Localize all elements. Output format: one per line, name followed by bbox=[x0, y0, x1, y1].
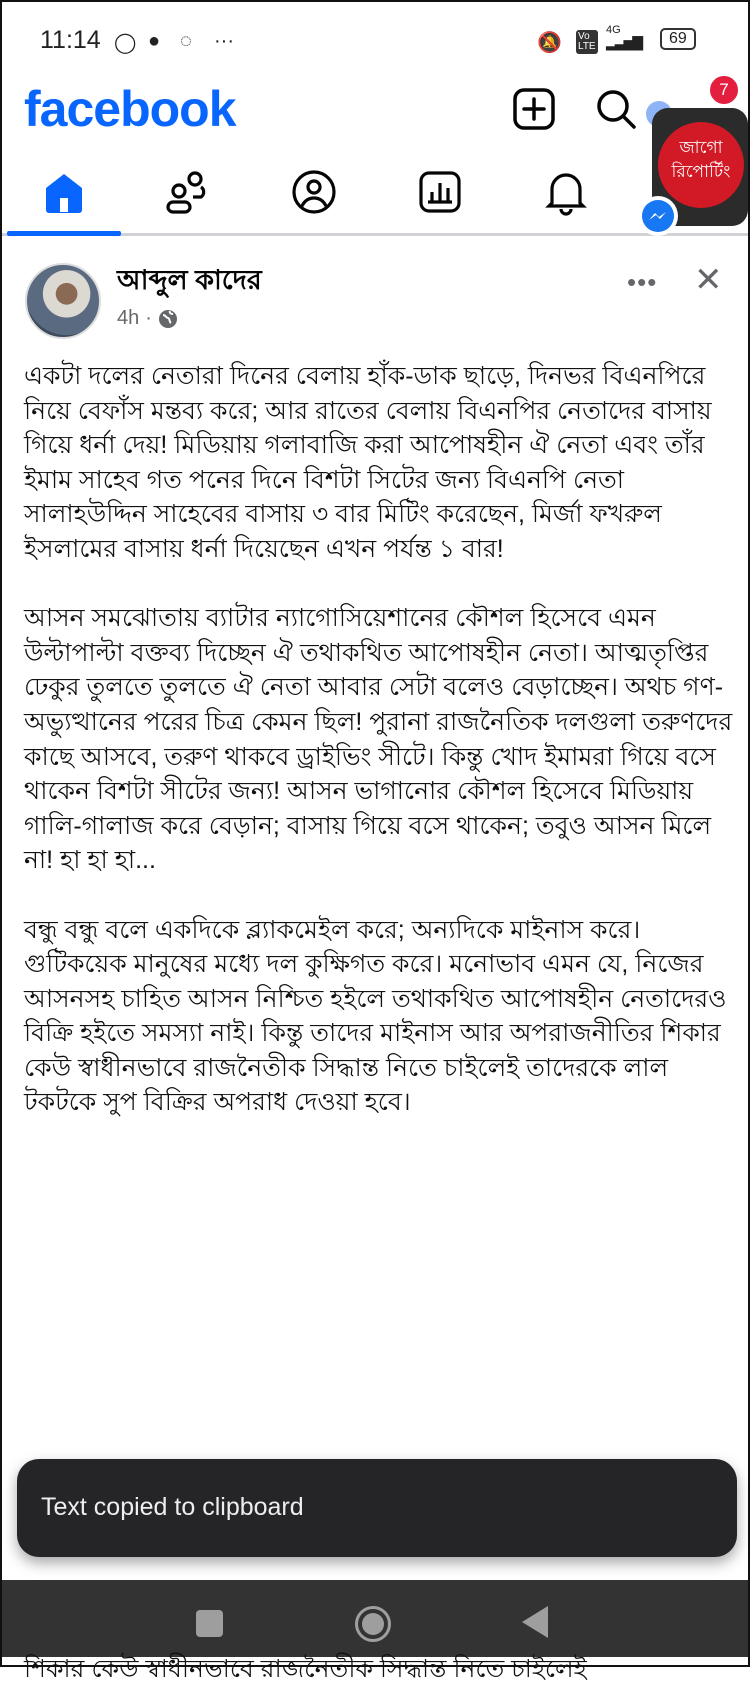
more-notifications-icon: ··· bbox=[214, 30, 234, 52]
post-meta bbox=[117, 307, 178, 330]
tab-home[interactable] bbox=[36, 164, 92, 220]
messenger-icon bbox=[641, 199, 675, 233]
messenger-badge bbox=[638, 196, 678, 236]
home-icon bbox=[42, 170, 86, 214]
author-name[interactable]: আব্দুল কাদের bbox=[117, 265, 262, 295]
search-icon bbox=[594, 87, 638, 131]
messenger-icon: ● bbox=[148, 30, 161, 52]
system-navigation-bar bbox=[2, 1580, 748, 1657]
volte-icon: Vo LTE bbox=[576, 30, 598, 54]
bell-icon bbox=[544, 169, 588, 215]
chat-head-avatar bbox=[658, 122, 744, 208]
whatsapp-icon: ◯ bbox=[114, 32, 137, 54]
mute-icon: 🔕 bbox=[537, 32, 562, 54]
create-button[interactable] bbox=[512, 87, 556, 131]
chat-head-text: জাগো bbox=[679, 138, 723, 157]
post-time[interactable]: 4h bbox=[117, 307, 140, 329]
post-text-peek: শিকার কেউ স্বাধীনভাবে রাজনৈতীক সিদ্ধান্ত নিতে চাইলেই bbox=[24, 1655, 587, 1683]
tab-notifications[interactable] bbox=[538, 164, 594, 220]
active-tab-indicator bbox=[7, 231, 121, 236]
globe-icon bbox=[158, 309, 178, 329]
network-type: 4G bbox=[606, 24, 621, 36]
navigation-app-icon: ◌ bbox=[180, 30, 192, 52]
separator: · bbox=[145, 307, 152, 329]
clock: 11:14 bbox=[40, 26, 101, 54]
profile-icon bbox=[291, 169, 337, 215]
post-paragraph: একটা দলের নেতারা দিনের বেলায় হাঁক-ডাক ছাড়ে, দিনভর বিএনপিরে নিয়ে বেফাঁস মন্তব্য করে; আর রাতের বেলায় বিএনপির নেতাদের বাসায় গিয়ে ধর্না দেয়! মিডিয়ায় গলাবাজি করা আপোষহীন ঐ নেতা এবং তাঁর ইমাম সাহেব গত পনের দিনে বিশটা সিটের জন্য বিএনপি নেতা সালাহউদ্দিন সাহেবের বাসায় ৩ বার মিটিং করেছেন, মির্জা ফখরুল ইসলামের বাসায় ধর্না দিয়েছেন এখন পর্যন্ত ১ বার! bbox=[24, 362, 712, 563]
post-options-button[interactable]: ••• bbox=[627, 267, 658, 297]
recents-button[interactable] bbox=[196, 1610, 223, 1637]
hide-post-button[interactable]: ✕ bbox=[694, 261, 723, 299]
author-avatar[interactable] bbox=[25, 263, 101, 339]
home-button[interactable] bbox=[355, 1606, 391, 1642]
search-button[interactable] bbox=[594, 87, 638, 131]
tab-profile[interactable] bbox=[286, 164, 342, 220]
facebook-logo[interactable]: facebook bbox=[24, 81, 236, 137]
post-paragraph: আসন সমঝোতায় ব্যাটার ন্যাগোসিয়েশানের কৌশল হিসেবে এমন উল্টাপাল্টা বক্তব্য দিচ্ছেন ঐ তথাকথিত আপোষহীন নেতা। আত্মতৃপ্তির ঢেকুর তুলতে তুলতে ঐ নেতা আবার সেটা বলেও বেড়াচ্ছেন। অথচ গণ-অভ্যুত্থানের পরের চিত্র কেমন ছিল! পুরানা রাজনৈতিক দলগুলা তরুণদের কাছে আসবে, তরুণ থাকবে ড্রাইভিং সীটে। কিন্তু খোদ ইমামরা গিয়ে বসে থাকেন বিশটা সীটের জন্য! আসন ভাগানোর কৌশল হিসেবে মিডিয়ায় গালি-গালাজ করে বেড়ান; বাসায় গিয়ে বসে থাকেন; তবুও আসন মিলে না! হা হা হা... bbox=[24, 604, 733, 875]
toast-message: Text copied to clipboard bbox=[41, 1493, 304, 1521]
post-paragraph: বন্ধু বন্ধু বলে একদিকে ব্ল্যাকমেইল করে; অন্যদিকে মাইনাস করে। গুটিকয়েক মানুষের মধ্যে দল কুক্ষিগত করে। মনোভাব এমন যে, নিজের আসনসহ চাহিত আসন নিশ্চিত হইলে তথাকথিত আপোষহীন নেতাদেরও বিক্রি হইতে সমস্যা নাই। কিন্তু তাদের মাইনাস আর অপরাজনীতির শিকার কেউ স্বাধীনভাবে রাজনৈতীক সিদ্ধান্ত নিতে চাইলেই তাদেরকে লাল টকটকে সুপ বিক্রির অপরাধ দেওয়া হবে। bbox=[24, 915, 727, 1117]
tab-bar bbox=[2, 152, 748, 236]
clipboard-toast bbox=[17, 1459, 737, 1557]
dashboard-icon bbox=[418, 170, 462, 214]
chat-head-text: রিপোর্টিং bbox=[671, 162, 731, 181]
signal-icon: ▂▃▅▇ bbox=[606, 34, 642, 50]
tab-dashboard[interactable] bbox=[412, 164, 468, 220]
friends-icon bbox=[165, 169, 211, 215]
post-text bbox=[24, 359, 739, 1155]
battery-indicator: 69 bbox=[660, 28, 696, 50]
back-button[interactable] bbox=[522, 1606, 548, 1638]
tab-friends[interactable] bbox=[160, 164, 216, 220]
notification-count-badge: 7 bbox=[708, 74, 740, 106]
plus-square-icon bbox=[512, 87, 556, 131]
status-bar bbox=[2, 20, 748, 60]
home-dot-icon bbox=[362, 1613, 384, 1635]
